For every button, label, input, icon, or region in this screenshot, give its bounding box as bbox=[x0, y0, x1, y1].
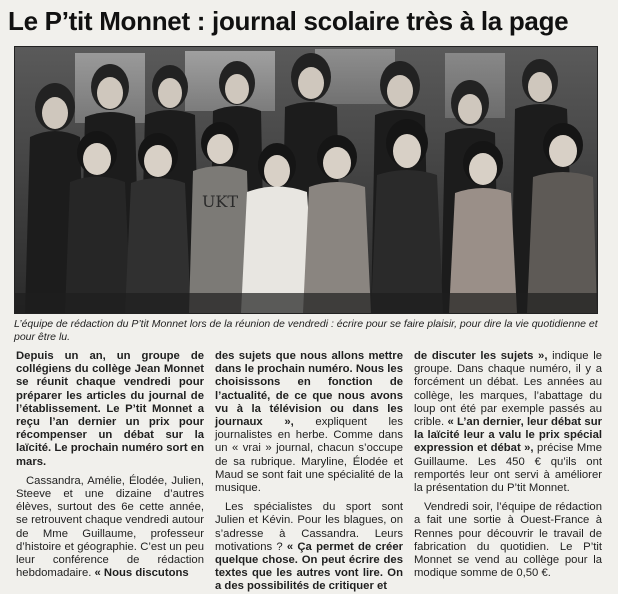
article-paragraph: Cassandra, Amélie, Élodée, Julien, Steeve et une dizaine d’autres élèves, surtout des 6e cette année, se retrouvent chaque vendredi autour de Mme Guillaume, professeur d’histoire et géographie. C’est un peu leur conférence de rédaction hebdomadaire. « Nous discutons bbox=[16, 474, 204, 580]
shirt-print: UKT bbox=[201, 192, 239, 211]
article-paragraph: Vendredi soir, l’équipe de rédaction a fait une sortie à Ouest-France à Rennes pour découvrir le travail de fabrication du quotidien. Le P’tit Monnet se vend au collège pour la modique somme de 0,50 €. bbox=[414, 501, 602, 580]
article-paragraph: Les spécialistes du sport sont Julien et Kévin. Pour les blagues, on s’adresse à Cassandra. Leurs motivations ? « Ça permet de créer quelque chose. On peut écrire des textes que les autres vont lire. On a des possibilités de critiquer et bbox=[215, 501, 404, 593]
article-headline: Le P’tit Monnet : journal scolaire très à la page bbox=[8, 6, 569, 36]
article-paragraph: des sujets que nous allons mettre dans le prochain numéro. Nous les choisissons en fonction de l’actualité, de ce que nous avons vu à la télévision ou dans les journaux », expliquent les journalistes en herbe. Comme dans un « vrai » journal, chacun s’occupe de sa rubrique. Maryline, Élodée et Maud se sont fait une spécialité de la musique. bbox=[215, 350, 403, 495]
article-column-1 bbox=[16, 350, 204, 586]
group-photo-image bbox=[15, 47, 597, 313]
article-column-2 bbox=[215, 350, 404, 593]
article-lead: Depuis un an, un groupe de collégiens du collège Jean Monnet se réunit chaque vendredi pour préparer les articles du journal de l’établissement. Le P’tit Monnet a reçu l’an dernier un prix pour récompenser un débat sur la laïcité. Le prochain numéro sort en mars. bbox=[16, 350, 204, 468]
photo-caption: L’équipe de rédaction du P’tit Monnet lors de la réunion de vendredi : écrire pour se faire plaisir, pour dire la vie quotidienne et pour être lu. bbox=[14, 318, 598, 343]
group-photo bbox=[14, 46, 598, 314]
article-paragraph: de discuter les sujets », indique le groupe. Dans chaque numéro, il y a forcément un débat. Les années au collège, les marques, l’abattage du loup ont été par exemple passés au crible. « L’an dernier, leur débat sur la laïcité leur a valu le prix spécial expression et débat », précise Mme Guillaume. Les 450 € qu’ils ont remportés leur ont servi à améliorer la présentation du P’tit Monnet. bbox=[414, 350, 603, 495]
article-column-3 bbox=[414, 350, 602, 586]
